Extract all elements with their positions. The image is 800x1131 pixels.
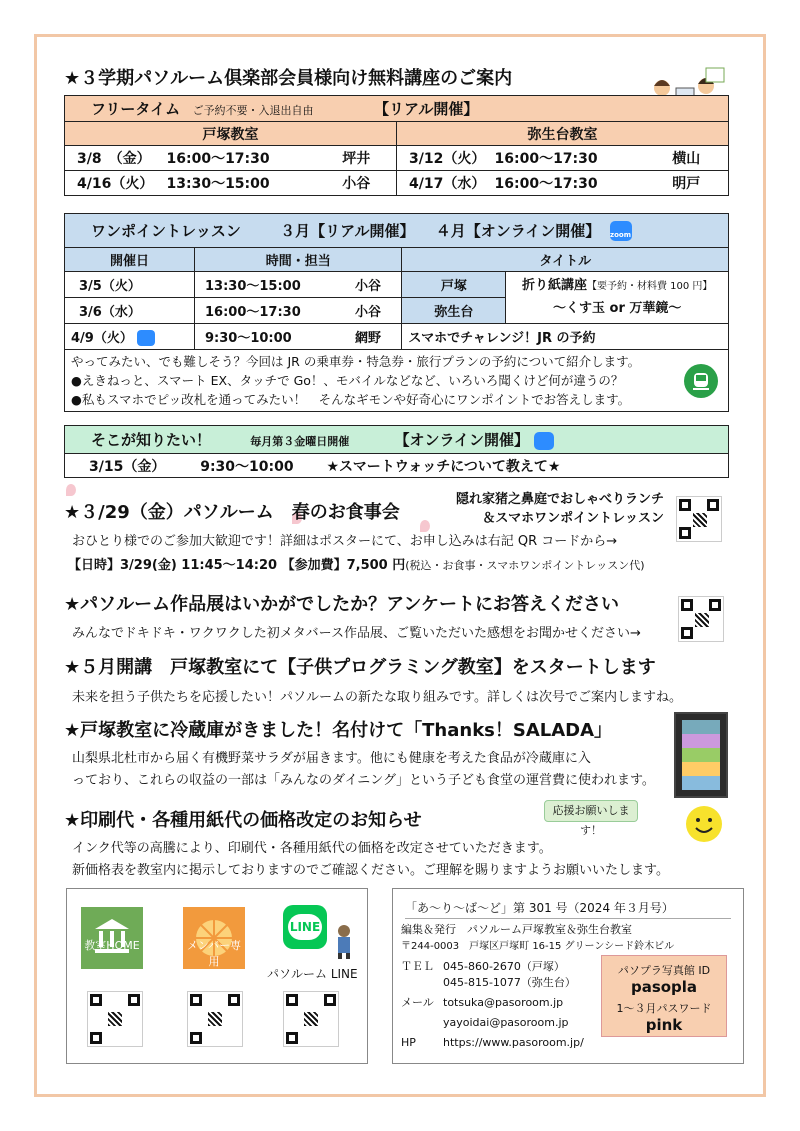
table-cell: 4/9（火） xyxy=(71,330,133,346)
fridge-text-line1: 山梨県北杜市から届く有機野菜サラダが届きます。他にも健康を考えた食品が冷蔵庫に入 xyxy=(72,751,591,766)
fridge-text xyxy=(72,748,655,792)
table-cell: 4/17（水） xyxy=(397,171,495,196)
info-box xyxy=(392,888,744,1064)
publisher-line: 編集＆発行 パソルーム戸塚教室＆弥生台教室 xyxy=(401,923,632,936)
table-cell: 小谷 xyxy=(317,171,397,196)
mail-label: メール xyxy=(401,996,434,1009)
survey-qr-code[interactable] xyxy=(678,596,724,642)
table-cell: 弥生台 xyxy=(402,298,506,324)
header-date: 開催日 xyxy=(65,248,195,272)
petal-decoration xyxy=(66,484,76,496)
zoom-icon xyxy=(137,330,155,346)
line-label: パソルーム LINE xyxy=(267,967,358,981)
march-label: ３月【リアル開催】 xyxy=(280,221,415,240)
table-cell: 小谷 xyxy=(335,298,402,324)
home-label: 教室HOME xyxy=(84,939,140,952)
member-qr-code[interactable] xyxy=(187,991,243,1047)
yayoidai-header: 弥生台教室 xyxy=(397,122,729,146)
real-label: 【リアル開催】 xyxy=(374,100,479,118)
table-cell: 16:00～17:30 xyxy=(495,171,645,196)
zoom-icon: zoom xyxy=(610,221,632,241)
dinner-line2 xyxy=(68,554,645,573)
price-text-line2: 新価格表を教室内に掲示しておりますのでご確認ください。ご理解を賜りますようお願いいたします。 xyxy=(72,863,669,878)
table-cell: 3/8 （金） xyxy=(65,146,167,171)
table-cell: 13:30～15:00 xyxy=(195,272,335,298)
table-cell: 9:30～10:00 xyxy=(195,324,335,350)
origami-title: 折り紙講座 xyxy=(521,278,587,293)
free-time-label: フリータイム xyxy=(91,100,181,118)
table-cell: 坪井 xyxy=(317,146,397,171)
price-text xyxy=(72,838,669,882)
dinner-subtitle-line1: 隠れ家猪之鼻庭でおしゃべりランチ xyxy=(455,492,664,507)
contact-info xyxy=(401,959,584,1051)
smiley-icon xyxy=(686,806,722,842)
free-time-table xyxy=(64,95,729,196)
table-cell: 16:00～17:30 xyxy=(495,146,645,171)
train-icon xyxy=(684,364,718,398)
sokoga-table xyxy=(64,425,729,478)
survey-text: みんなでドキドキ・ワクワクした初メタバース作品展、ご覧いただいた感想をお聞かせください→ xyxy=(72,626,641,641)
table-cell: 3/5（火） xyxy=(65,272,195,298)
links-box xyxy=(66,888,368,1064)
survey-heading: ★パソルーム作品展はいかがでしたか？アンケートにお答えください xyxy=(64,594,620,615)
photo-pw-label: 1～３月パスワード xyxy=(616,1002,712,1015)
photo-album-box xyxy=(601,955,727,1037)
zoom-icon xyxy=(534,432,554,450)
table-cell: 網野 xyxy=(335,324,402,350)
desc-line: ●えきねっと、スマート EX、タッチで Go！、モバイルなどなど、いろいろ聞くけど何が違うの？ xyxy=(71,373,624,388)
mail-totsuka[interactable]: totsuka@pasoroom.jp xyxy=(443,996,564,1009)
sokoga-note: 毎月第３金曜日開催 xyxy=(250,435,350,448)
photo-title: パソプラ写真館 ID xyxy=(617,964,711,977)
line-qr-code[interactable] xyxy=(283,991,339,1047)
table-cell: 13:30～15:00 xyxy=(167,171,317,196)
table-cell: 横山 xyxy=(645,146,729,171)
dinner-subtitle xyxy=(444,490,664,528)
april-label: ４月【オンライン開催】 xyxy=(435,221,601,240)
tel-yayoidai: 045-815-1077（弥生台） xyxy=(443,976,576,989)
desc-line: ●私もスマホでピッ改札を通ってみたい！ そんなギモンや好奇心にワンポイントでお答えします。 xyxy=(71,392,631,407)
sokoga-topic: ★スマートウォッチについて教えて★ xyxy=(326,458,561,475)
sokoga-title: そこが知りたい！ xyxy=(91,431,212,449)
fridge-heading: ★戸塚教室に冷蔵庫がきました！名付けて「Thanks！SALADA」 xyxy=(64,720,613,741)
dinner-qr-code[interactable] xyxy=(676,496,722,542)
table-cell: 明戸 xyxy=(645,171,729,196)
hp-label: HP xyxy=(401,1036,416,1049)
hp-link[interactable]: https://www.pasoroom.jp/ xyxy=(443,1036,584,1049)
line-logo-text: LINE xyxy=(288,914,322,940)
price-heading: ★印刷代・各種用紙代の価格改定のお知らせ xyxy=(64,810,422,831)
mail-yayoidai[interactable]: yayoidai@pasoroom.jp xyxy=(443,1016,569,1029)
sokoga-date: 3/15（金） xyxy=(89,458,166,475)
one-point-table xyxy=(64,213,729,412)
mascot-icon xyxy=(333,923,355,959)
dinner-subtitle-line2: ＆スマホワンポイントレッスン xyxy=(482,511,664,526)
member-link[interactable] xyxy=(183,907,245,969)
photo-pw: pink xyxy=(645,1016,683,1034)
photo-id: pasopla xyxy=(630,978,698,996)
fridge-photo xyxy=(674,712,728,798)
line-icon[interactable] xyxy=(283,905,327,949)
origami-subtitle: ～くす玉 or 万華鏡～ xyxy=(553,301,682,316)
member-label: メンバー専用 xyxy=(186,939,242,968)
tel-totsuka: 045-860-2670（戸塚） xyxy=(443,960,565,973)
one-point-title: ワンポイントレッスン xyxy=(91,221,241,240)
table-cell: 4/16（火） xyxy=(65,171,167,196)
section1-heading: ★３学期パソルーム倶楽部会員様向け無料講座のご案内 xyxy=(64,68,513,89)
table-cell: 16:00～17:30 xyxy=(167,146,317,171)
desc-line: やってみたい、でも難しそう？今回は JR の乗車券・特急券・旅行プランの予約について紹介します。 xyxy=(71,354,641,369)
header-time: 時間・担当 xyxy=(195,248,402,272)
sokoga-time: 9:30～10:00 xyxy=(200,458,294,475)
fridge-text-line2: っており、これらの収益の一部は「みんなのダイニング」という子ども食堂の運営費に使われます。 xyxy=(72,773,655,788)
table-cell: スマホでチャレンジ！JR の予約 xyxy=(402,324,729,350)
tel-label: ＴＥＬ xyxy=(401,960,434,973)
home-qr-code[interactable] xyxy=(87,991,143,1047)
programming-text: 未来を担う子供たちを応援したい！パソルームの新たな取り組みです。詳しくは次号でご案内しますね。 xyxy=(72,690,682,705)
dinner-heading: ★３/29（金）パソルーム 春のお食事会 xyxy=(64,502,400,523)
dinner-fee-note: (税込・お食事・スマホワンポイントレッスン代) xyxy=(405,559,645,572)
online-label: 【オンライン開催】 xyxy=(394,431,530,449)
table-cell: 3/6（水） xyxy=(65,298,195,324)
totsuka-header: 戸塚教室 xyxy=(65,122,397,146)
dinner-datetime: 【日時】3/29(金) 11:45～14:20 【参加費】7,500 円 xyxy=(68,558,406,573)
programming-heading: ★５月開講 戸塚教室にて【子供プログラミング教室】をスタートします xyxy=(64,657,656,678)
free-time-note: ご予約不要・入退出自由 xyxy=(192,104,314,117)
home-link[interactable] xyxy=(81,907,143,969)
table-cell: 3/12（火） xyxy=(397,146,495,171)
header-title: タイトル xyxy=(402,248,729,272)
address-line: 〒244-0003 戸塚区戸塚町 16-15 グリーンシード鈴木ビル xyxy=(401,941,675,952)
table-cell: 戸塚 xyxy=(402,272,506,298)
price-text-line1: インク代等の高騰により、印刷代・各種用紙代の価格を改定させていただきます。 xyxy=(72,841,552,856)
issue-line: 「あ～り～ば～ど」第 301 号（2024 年３月号） xyxy=(405,899,731,919)
table-cell: 16:00～17:30 xyxy=(195,298,335,324)
dinner-line1: おひとり様でのご参加大歓迎です！詳細はポスターにて、お申し込みは右記 QR コードから→ xyxy=(72,534,618,549)
origami-note: 【要予約・材料費 100 円】 xyxy=(586,281,713,292)
support-badge: 応援お願いします！ xyxy=(544,800,638,822)
table-cell: 小谷 xyxy=(335,272,402,298)
